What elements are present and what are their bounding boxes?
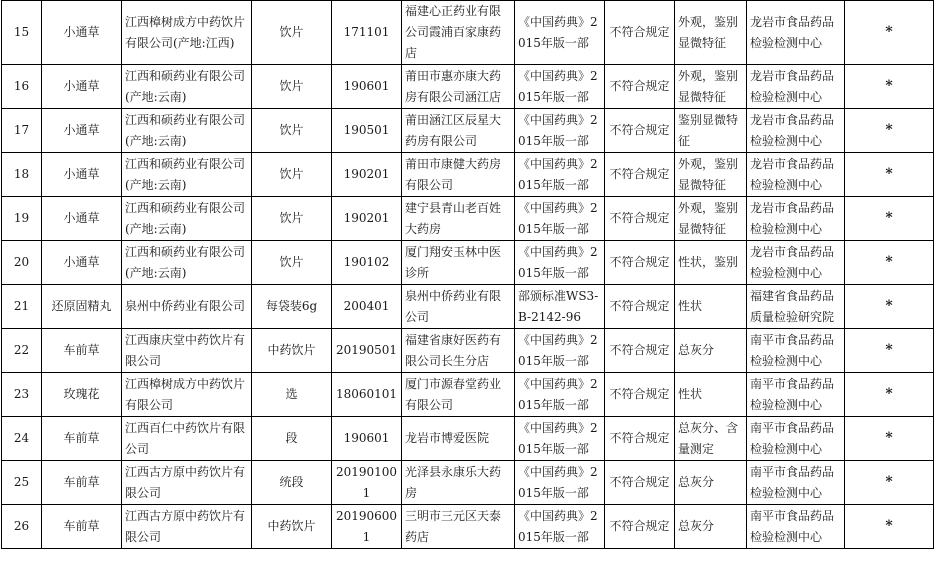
batch-number: 190501	[332, 109, 402, 153]
result-cell: 不符合规定	[605, 417, 675, 461]
drug-name: 车前草	[42, 461, 122, 505]
failed-item-cell: 鉴别显微特征	[675, 109, 747, 153]
failed-item-cell: 外观，鉴别显微特征	[675, 65, 747, 109]
table-row	[2, 329, 934, 373]
seller-cell: 福建心正药业有限公司霞浦百家康药店	[402, 1, 515, 65]
row-number: 26	[2, 505, 42, 549]
mark-cell: *	[845, 329, 934, 373]
producer-cell: 江西康庆堂中药饮片有限公司	[122, 329, 252, 373]
standard-cell: 《中国药典》2015年版一部	[515, 329, 605, 373]
row-number: 15	[2, 1, 42, 65]
row-number: 20	[2, 241, 42, 285]
batch-number: 201901001	[332, 461, 402, 505]
mark-cell: *	[845, 241, 934, 285]
seller-cell: 光泽县永康乐大药房	[402, 461, 515, 505]
result-cell: 不符合规定	[605, 197, 675, 241]
drug-name: 小通草	[42, 1, 122, 65]
mark-cell: *	[845, 65, 934, 109]
result-cell: 不符合规定	[605, 373, 675, 417]
spec-cell: 饮片	[252, 1, 332, 65]
failed-item-cell: 外观，鉴别显微特征	[675, 197, 747, 241]
standard-cell: 《中国药典》2015年版一部	[515, 197, 605, 241]
spec-cell: 段	[252, 417, 332, 461]
spec-cell: 中药饮片	[252, 329, 332, 373]
spec-cell: 饮片	[252, 197, 332, 241]
result-cell: 不符合规定	[605, 285, 675, 329]
inspection-results-table	[1, 0, 934, 549]
spec-cell: 选	[252, 373, 332, 417]
failed-item-cell: 总灰分	[675, 505, 747, 549]
spec-cell: 饮片	[252, 241, 332, 285]
result-cell: 不符合规定	[605, 65, 675, 109]
table-row	[2, 65, 934, 109]
batch-number: 171101	[332, 1, 402, 65]
table-row	[2, 109, 934, 153]
standard-cell: 部颁标准WS3-B-2142-96	[515, 285, 605, 329]
producer-cell: 江西和硕药业有限公司(产地:云南)	[122, 65, 252, 109]
producer-cell: 江西和硕药业有限公司(产地:云南)	[122, 153, 252, 197]
spec-cell: 饮片	[252, 65, 332, 109]
producer-cell: 江西和硕药业有限公司(产地:云南)	[122, 241, 252, 285]
table-body	[2, 1, 934, 549]
seller-cell: 泉州中侨药业有限公司	[402, 285, 515, 329]
producer-cell: 江西百仁中药饮片有限公司	[122, 417, 252, 461]
table-row	[2, 241, 934, 285]
result-cell: 不符合规定	[605, 241, 675, 285]
seller-cell: 龙岩市博爱医院	[402, 417, 515, 461]
table-row	[2, 197, 934, 241]
table-row	[2, 153, 934, 197]
spec-cell: 饮片	[252, 153, 332, 197]
agency-cell: 南平市食品药品检验检测中心	[747, 505, 845, 549]
mark-cell: *	[845, 197, 934, 241]
row-number: 16	[2, 65, 42, 109]
spec-cell: 统段	[252, 461, 332, 505]
failed-item-cell: 性状	[675, 285, 747, 329]
batch-number: 190102	[332, 241, 402, 285]
batch-number: 190201	[332, 197, 402, 241]
standard-cell: 《中国药典》2015年版一部	[515, 505, 605, 549]
seller-cell: 莆田涵江区辰星大药房有限公司	[402, 109, 515, 153]
seller-cell: 福建省康好医药有限公司长生分店	[402, 329, 515, 373]
table-row	[2, 1, 934, 65]
seller-cell: 厦门市源春堂药业有限公司	[402, 373, 515, 417]
batch-number: 190601	[332, 65, 402, 109]
mark-cell: *	[845, 109, 934, 153]
failed-item-cell: 性状	[675, 373, 747, 417]
batch-number: 190201	[332, 153, 402, 197]
failed-item-cell: 总灰分	[675, 329, 747, 373]
table-row	[2, 461, 934, 505]
row-number: 22	[2, 329, 42, 373]
agency-cell: 龙岩市食品药品检验检测中心	[747, 65, 845, 109]
drug-name: 小通草	[42, 153, 122, 197]
spec-cell: 中药饮片	[252, 505, 332, 549]
agency-cell: 南平市食品药品检验检测中心	[747, 461, 845, 505]
row-number: 21	[2, 285, 42, 329]
seller-cell: 三明市三元区天泰药店	[402, 505, 515, 549]
row-number: 19	[2, 197, 42, 241]
batch-number: 18060101	[332, 373, 402, 417]
drug-name: 小通草	[42, 197, 122, 241]
result-cell: 不符合规定	[605, 109, 675, 153]
seller-cell: 建宁县青山老百姓大药房	[402, 197, 515, 241]
failed-item-cell: 性状，鉴别	[675, 241, 747, 285]
table-row	[2, 373, 934, 417]
row-number: 17	[2, 109, 42, 153]
agency-cell: 龙岩市食品药品检验检测中心	[747, 197, 845, 241]
producer-cell: 江西樟树成方中药饮片有限公司	[122, 373, 252, 417]
agency-cell: 南平市食品药品检验检测中心	[747, 417, 845, 461]
table-row	[2, 285, 934, 329]
agency-cell: 龙岩市食品药品检验检测中心	[747, 109, 845, 153]
failed-item-cell: 总灰分	[675, 461, 747, 505]
drug-name: 车前草	[42, 329, 122, 373]
standard-cell: 《中国药典》2015年版一部	[515, 109, 605, 153]
agency-cell: 福建省食品药品质量检验研究院	[747, 285, 845, 329]
agency-cell: 龙岩市食品药品检验检测中心	[747, 153, 845, 197]
mark-cell: *	[845, 1, 934, 65]
producer-cell: 江西樟树成方中药饮片有限公司(产地:江西)	[122, 1, 252, 65]
standard-cell: 《中国药典》2015年版一部	[515, 373, 605, 417]
failed-item-cell: 外观，鉴别显微特征	[675, 1, 747, 65]
table-row	[2, 417, 934, 461]
row-number: 24	[2, 417, 42, 461]
standard-cell: 《中国药典》2015年版一部	[515, 417, 605, 461]
row-number: 18	[2, 153, 42, 197]
mark-cell: *	[845, 417, 934, 461]
result-cell: 不符合规定	[605, 1, 675, 65]
row-number: 25	[2, 461, 42, 505]
standard-cell: 《中国药典》2015年版一部	[515, 461, 605, 505]
seller-cell: 厦门翔安玉林中医诊所	[402, 241, 515, 285]
failed-item-cell: 外观，鉴别显微特征	[675, 153, 747, 197]
result-cell: 不符合规定	[605, 505, 675, 549]
drug-name: 还原固精丸	[42, 285, 122, 329]
standard-cell: 《中国药典》2015年版一部	[515, 153, 605, 197]
batch-number: 20190501	[332, 329, 402, 373]
row-number: 23	[2, 373, 42, 417]
table-row	[2, 505, 934, 549]
result-cell: 不符合规定	[605, 329, 675, 373]
seller-cell: 莆田市惠亦康大药房有限公司涵江店	[402, 65, 515, 109]
failed-item-cell: 总灰分、含量测定	[675, 417, 747, 461]
seller-cell: 莆田市康健大药房有限公司	[402, 153, 515, 197]
mark-cell: *	[845, 285, 934, 329]
drug-name: 车前草	[42, 505, 122, 549]
producer-cell: 泉州中侨药业有限公司	[122, 285, 252, 329]
batch-number: 190601	[332, 417, 402, 461]
batch-number: 200401	[332, 285, 402, 329]
producer-cell: 江西和硕药业有限公司(产地:云南)	[122, 197, 252, 241]
standard-cell: 《中国药典》2015年版一部	[515, 1, 605, 65]
result-cell: 不符合规定	[605, 153, 675, 197]
spec-cell: 饮片	[252, 109, 332, 153]
producer-cell: 江西古方原中药饮片有限公司	[122, 461, 252, 505]
drug-name: 小通草	[42, 65, 122, 109]
spec-cell: 每袋装6g	[252, 285, 332, 329]
drug-name: 车前草	[42, 417, 122, 461]
mark-cell: *	[845, 153, 934, 197]
standard-cell: 《中国药典》2015年版一部	[515, 65, 605, 109]
agency-cell: 南平市食品药品检验检测中心	[747, 373, 845, 417]
producer-cell: 江西古方原中药饮片有限公司	[122, 505, 252, 549]
result-cell: 不符合规定	[605, 461, 675, 505]
mark-cell: *	[845, 461, 934, 505]
agency-cell: 龙岩市食品药品检验检测中心	[747, 241, 845, 285]
standard-cell: 《中国药典》2015年版一部	[515, 241, 605, 285]
mark-cell: *	[845, 373, 934, 417]
batch-number: 201906001	[332, 505, 402, 549]
agency-cell: 南平市食品药品检验检测中心	[747, 329, 845, 373]
drug-name: 小通草	[42, 241, 122, 285]
drug-name: 玫瑰花	[42, 373, 122, 417]
agency-cell: 龙岩市食品药品检验检测中心	[747, 1, 845, 65]
mark-cell: *	[845, 505, 934, 549]
producer-cell: 江西和硕药业有限公司(产地:云南)	[122, 109, 252, 153]
drug-name: 小通草	[42, 109, 122, 153]
